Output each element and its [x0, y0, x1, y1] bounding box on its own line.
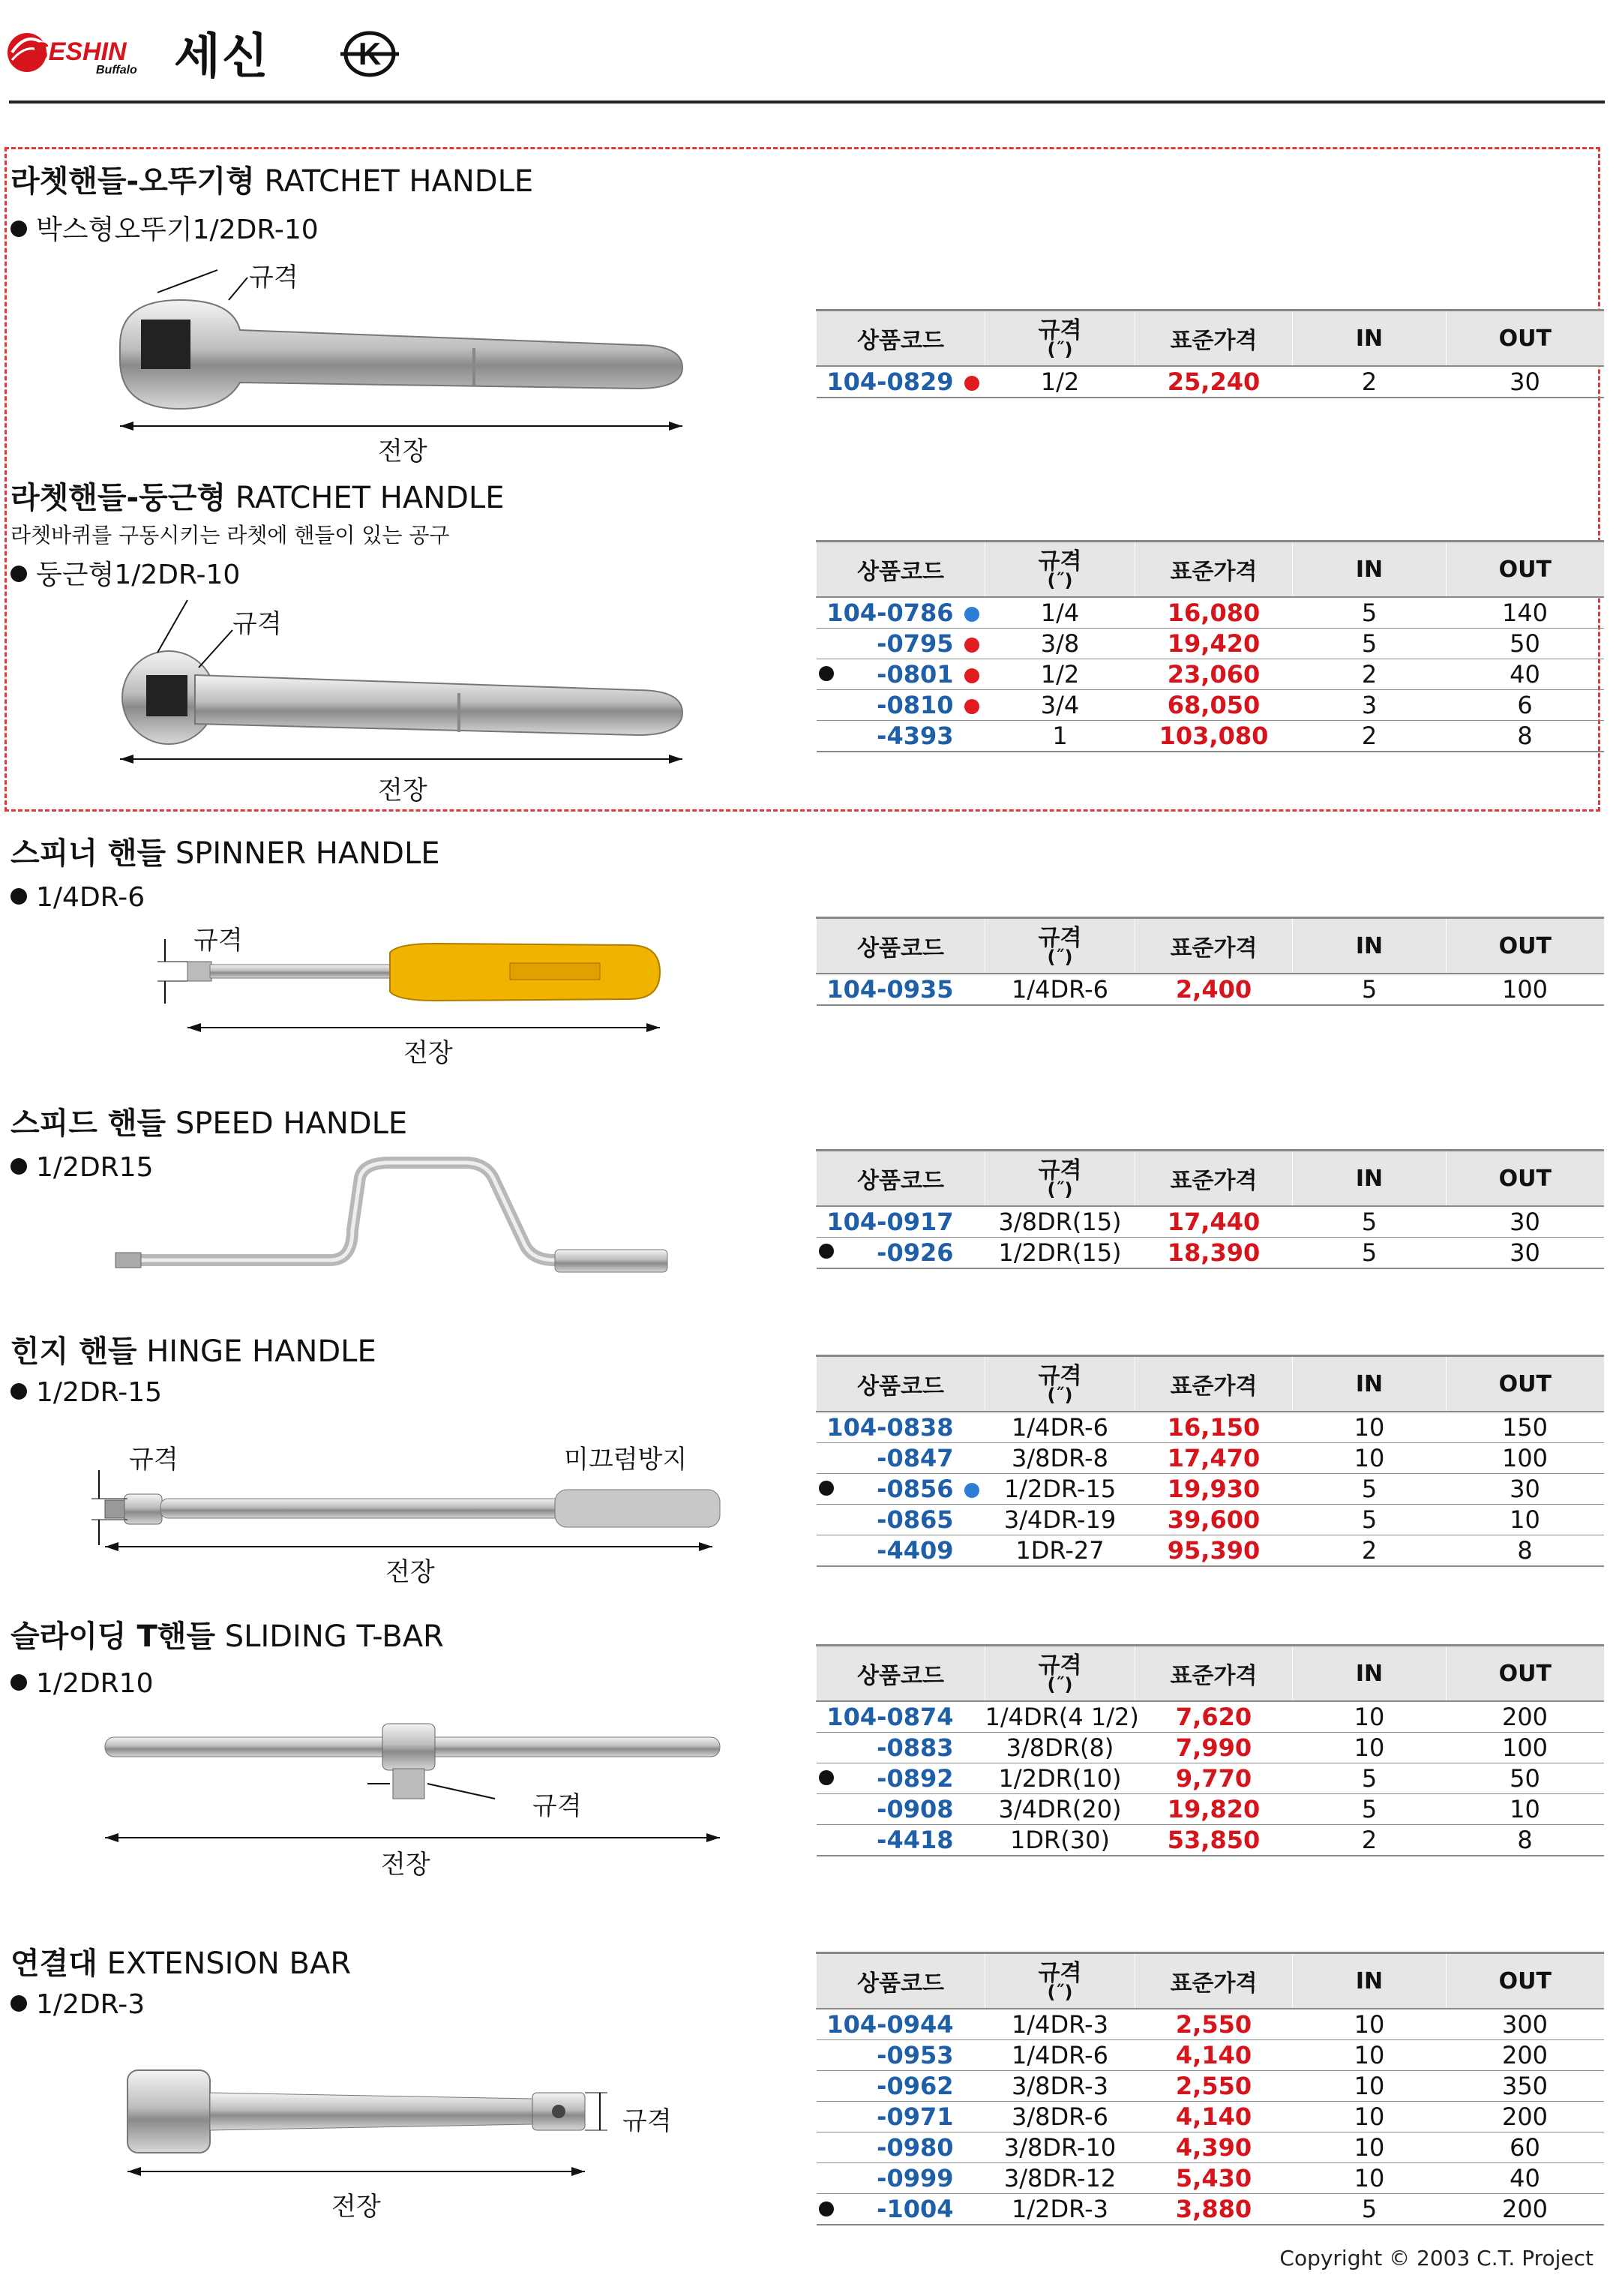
in-qty-cell: 10 [1293, 1412, 1447, 1443]
price-cell: 16,080 [1135, 597, 1293, 629]
recommended-bullet-icon [819, 666, 834, 681]
product-code-cell: -0801 [817, 659, 985, 690]
product-code-cell: -0865 [817, 1505, 985, 1535]
product-code-cell: 104-0786 [817, 597, 985, 629]
product-code-cell: -0883 [817, 1733, 985, 1763]
ratchet-box-illustration [112, 248, 705, 443]
dim-length-label: 전장 [331, 2192, 381, 2222]
table-row [817, 2132, 1604, 2163]
section-subtitle: 1/4DR-6 [10, 882, 145, 913]
section-subtitle: 박스형오뚜기1/2DR-10 [10, 209, 319, 247]
out-qty-cell: 200 [1447, 1701, 1604, 1733]
table-row [817, 1238, 1604, 1269]
in-qty-cell: 5 [1293, 2194, 1447, 2225]
out-qty-cell: 40 [1447, 659, 1604, 690]
out-qty-cell: 60 [1447, 2132, 1604, 2163]
price-cell: 23,060 [1135, 659, 1293, 690]
out-qty-cell: 6 [1447, 690, 1604, 721]
product-code-cell: -0810 [817, 690, 985, 721]
product-code-cell: -0926 [817, 1238, 985, 1269]
in-qty-cell: 10 [1293, 1733, 1447, 1763]
table-row [817, 974, 1604, 1005]
out-qty-cell: 350 [1447, 2071, 1604, 2102]
recommended-bullet-icon [819, 1481, 834, 1496]
in-qty-cell: 10 [1293, 2163, 1447, 2194]
table-row [817, 1701, 1604, 1733]
brand-name-ko: 세신 [174, 29, 270, 85]
table-row [817, 1443, 1604, 1474]
product-code-cell: -0892 [817, 1763, 985, 1794]
recommended-bullet-icon [819, 1770, 834, 1785]
table-row [817, 721, 1604, 752]
table-row [817, 1794, 1604, 1825]
price-cell: 9,770 [1135, 1763, 1293, 1794]
spec-cell: 3/8DR-12 [985, 2163, 1135, 2194]
dim-length-label: 전장 [381, 1850, 430, 1880]
price-cell: 19,820 [1135, 1794, 1293, 1825]
spec-cell: 1/2DR(10) [985, 1763, 1135, 1794]
out-qty-cell: 40 [1447, 2163, 1604, 2194]
extension-bar-illustration [112, 2055, 652, 2198]
price-cell: 19,930 [1135, 1474, 1293, 1505]
price-cell: 25,240 [1135, 366, 1293, 398]
price-cell: 103,080 [1135, 721, 1293, 752]
price-cell: 53,850 [1135, 1825, 1293, 1856]
product-code-cell: -4393 [817, 721, 985, 752]
dim-spec-label: 규격 [622, 2106, 672, 2136]
out-qty-cell: 50 [1447, 1763, 1604, 1794]
price-cell: 4,140 [1135, 2040, 1293, 2071]
price-cell: 2,550 [1135, 2071, 1293, 2102]
spec-table [816, 309, 1604, 398]
product-code-cell: -0847 [817, 1443, 985, 1474]
price-cell: 18,390 [1135, 1238, 1293, 1269]
dim-spec-label: 규격 [193, 926, 243, 956]
out-qty-cell: 300 [1447, 2009, 1604, 2040]
price-cell: 7,620 [1135, 1701, 1293, 1733]
price-cell: 39,600 [1135, 1505, 1293, 1535]
spec-cell: 3/8DR-10 [985, 2132, 1135, 2163]
section-subtitle: 1/2DR-15 [10, 1377, 162, 1408]
table-row [817, 2071, 1604, 2102]
in-qty-cell: 5 [1293, 597, 1447, 629]
col-price: 표준가격 [1135, 918, 1293, 974]
col-in: IN [1293, 311, 1447, 367]
col-spec: 규격 (˝) [985, 1356, 1135, 1412]
spec-cell: 1/4 [985, 597, 1135, 629]
product-code-cell: -0795 [817, 629, 985, 659]
section-title: 스피너 핸들 SPINNER HANDLE [10, 836, 440, 871]
out-qty-cell: 30 [1447, 366, 1604, 398]
spec-cell: 3/4DR(20) [985, 1794, 1135, 1825]
price-cell: 7,990 [1135, 1733, 1293, 1763]
spec-cell: 1DR(30) [985, 1825, 1135, 1856]
in-qty-cell: 2 [1293, 659, 1447, 690]
product-code-cell: -0953 [817, 2040, 985, 2071]
dim-spec-label: 규격 [532, 1791, 582, 1821]
col-code: 상품코드 [817, 1151, 985, 1207]
dim-extra-label: 미끄럼방지 [564, 1445, 688, 1475]
spec-table [816, 1355, 1604, 1567]
price-cell: 4,140 [1135, 2102, 1293, 2132]
out-qty-cell: 100 [1447, 974, 1604, 1005]
spec-cell: 3/8DR(15) [985, 1206, 1135, 1238]
status-dot-icon [964, 699, 979, 714]
in-qty-cell: 5 [1293, 629, 1447, 659]
in-qty-cell: 2 [1293, 1535, 1447, 1567]
table-row [817, 1763, 1604, 1794]
spec-table [816, 1644, 1604, 1856]
col-out: OUT [1447, 1151, 1604, 1207]
spec-cell: 1/2DR-15 [985, 1474, 1135, 1505]
out-qty-cell: 30 [1447, 1474, 1604, 1505]
product-code-cell: -0908 [817, 1794, 985, 1825]
svg-text:SESHIN: SESHIN [31, 38, 127, 66]
product-code-cell: -4409 [817, 1535, 985, 1567]
in-qty-cell: 10 [1293, 2132, 1447, 2163]
col-spec: 규격 (˝) [985, 1953, 1135, 2009]
header-divider [9, 101, 1605, 104]
price-cell: 17,470 [1135, 1443, 1293, 1474]
spec-cell: 3/8DR(8) [985, 1733, 1135, 1763]
table-row [817, 1474, 1604, 1505]
spec-cell: 3/4 [985, 690, 1135, 721]
table-row [817, 2194, 1604, 2225]
section-title: 스피드 핸들 SPEED HANDLE [10, 1106, 408, 1141]
product-code-cell: 104-0917 [817, 1206, 985, 1238]
table-row [817, 690, 1604, 721]
in-qty-cell: 10 [1293, 1443, 1447, 1474]
svg-text:Buffalo: Buffalo [96, 64, 137, 77]
section-note: 라쳇바퀴를 구동시키는 라쳇에 핸들이 있는 공구 [10, 523, 450, 548]
in-qty-cell: 2 [1293, 1825, 1447, 1856]
in-qty-cell: 5 [1293, 1238, 1447, 1269]
in-qty-cell: 5 [1293, 1206, 1447, 1238]
in-qty-cell: 10 [1293, 1701, 1447, 1733]
col-code: 상품코드 [817, 1953, 985, 2009]
section-title: 연결대 EXTENSION BAR [10, 1946, 352, 1981]
col-in: IN [1293, 1646, 1447, 1702]
in-qty-cell: 3 [1293, 690, 1447, 721]
col-spec: 규격 (˝) [985, 542, 1135, 598]
col-spec: 규격 (˝) [985, 1151, 1135, 1207]
in-qty-cell: 10 [1293, 2102, 1447, 2132]
col-out: OUT [1447, 311, 1604, 367]
section-subtitle: 둥근형1/2DR-10 [10, 554, 240, 592]
section-subtitle: 1/2DR10 [10, 1668, 153, 1699]
spec-cell: 1/4DR-6 [985, 974, 1135, 1005]
col-in: IN [1293, 1356, 1447, 1412]
spec-cell: 1/4DR-6 [985, 2040, 1135, 2071]
in-qty-cell: 2 [1293, 366, 1447, 398]
product-code-cell: -0962 [817, 2071, 985, 2102]
out-qty-cell: 8 [1447, 1825, 1604, 1856]
col-out: OUT [1447, 1646, 1604, 1702]
table-row [817, 1206, 1604, 1238]
product-code-cell: 104-0838 [817, 1412, 985, 1443]
dim-length-label: 전장 [403, 1038, 453, 1068]
price-cell: 17,440 [1135, 1206, 1293, 1238]
product-code-cell: -0999 [817, 2163, 985, 2194]
product-code-cell: 104-0935 [817, 974, 985, 1005]
col-price: 표준가격 [1135, 1151, 1293, 1207]
table-row [817, 1412, 1604, 1443]
table-row [817, 1733, 1604, 1763]
spec-cell: 3/8DR-8 [985, 1443, 1135, 1474]
table-row [817, 366, 1604, 398]
dim-spec-label: 규격 [129, 1445, 178, 1475]
product-code-cell: -1004 [817, 2194, 985, 2225]
spec-table [816, 917, 1604, 1006]
out-qty-cell: 100 [1447, 1443, 1604, 1474]
product-code-cell: -0971 [817, 2102, 985, 2132]
price-cell: 5,430 [1135, 2163, 1293, 2194]
section-title: 슬라이딩 T핸들 SLIDING T-BAR [10, 1619, 444, 1654]
out-qty-cell: 150 [1447, 1412, 1604, 1443]
product-code-cell: 104-0874 [817, 1701, 985, 1733]
table-row [817, 1535, 1604, 1567]
spec-cell: 1/4DR-6 [985, 1412, 1135, 1443]
col-out: OUT [1447, 918, 1604, 974]
spec-cell: 1/4DR(4 1/2) [985, 1703, 1139, 1731]
spec-cell: 1/2DR-3 [985, 2194, 1135, 2225]
product-code-cell: 104-0829 [817, 366, 985, 398]
col-price: 표준가격 [1135, 542, 1293, 598]
section-subtitle: 1/2DR15 [10, 1152, 153, 1183]
price-cell: 2,550 [1135, 2009, 1293, 2040]
col-spec: 규격 (˝) [985, 918, 1135, 974]
in-qty-cell: 2 [1293, 721, 1447, 752]
out-qty-cell: 140 [1447, 597, 1604, 629]
col-code: 상품코드 [817, 542, 985, 598]
col-code: 상품코드 [817, 1356, 985, 1412]
spec-table [816, 1952, 1604, 2225]
out-qty-cell: 30 [1447, 1238, 1604, 1269]
col-out: OUT [1447, 542, 1604, 598]
dim-length-label: 전장 [378, 776, 427, 806]
speed-handle-illustration [105, 1148, 675, 1283]
recommended-bullet-icon [819, 2201, 834, 2216]
spec-cell: 1/4DR-3 [985, 2009, 1135, 2040]
seshin-logo [6, 23, 156, 77]
col-price: 표준가격 [1135, 1356, 1293, 1412]
in-qty-cell: 10 [1293, 2009, 1447, 2040]
table-row [817, 597, 1604, 629]
col-code: 상품코드 [817, 311, 985, 367]
spec-cell: 1 [985, 721, 1135, 752]
out-qty-cell: 50 [1447, 629, 1604, 659]
spec-table [816, 1149, 1604, 1269]
out-qty-cell: 8 [1447, 1535, 1604, 1567]
section-title: 힌지 핸들 HINGE HANDLE [10, 1334, 376, 1369]
col-spec: 규격 (˝) [985, 311, 1135, 367]
table-row [817, 1825, 1604, 1856]
table-row [817, 1505, 1604, 1535]
col-in: IN [1293, 1151, 1447, 1207]
status-dot-icon [964, 638, 979, 653]
table-row [817, 2163, 1604, 2194]
col-in: IN [1293, 918, 1447, 974]
status-dot-icon [964, 607, 979, 622]
in-qty-cell: 10 [1293, 2071, 1447, 2102]
k-certification-mark [337, 27, 402, 81]
table-row [817, 2040, 1604, 2071]
in-qty-cell: 5 [1293, 1794, 1447, 1825]
price-cell: 19,420 [1135, 629, 1293, 659]
table-row [817, 2102, 1604, 2132]
out-qty-cell: 10 [1447, 1505, 1604, 1535]
in-qty-cell: 5 [1293, 1763, 1447, 1794]
sliding-tbar-illustration [90, 1710, 735, 1860]
dim-length-label: 전장 [378, 437, 427, 467]
table-row [817, 2009, 1604, 2040]
product-code-cell: -0980 [817, 2132, 985, 2163]
col-in: IN [1293, 542, 1447, 598]
spec-cell: 3/8 [985, 629, 1135, 659]
svg-text:K: K [358, 36, 382, 71]
status-dot-icon [964, 1483, 979, 1498]
out-qty-cell: 30 [1447, 1206, 1604, 1238]
price-cell: 2,400 [1135, 974, 1293, 1005]
spec-cell: 1/2 [985, 366, 1135, 398]
status-dot-icon [964, 668, 979, 683]
section-title: 라쳇핸들-오뚜기형 RATCHET HANDLE [10, 164, 534, 199]
price-cell: 16,150 [1135, 1412, 1293, 1443]
out-qty-cell: 10 [1447, 1794, 1604, 1825]
spec-cell: 3/8DR-3 [985, 2071, 1135, 2102]
section-title: 라쳇핸들-둥근형 RATCHET HANDLE [10, 481, 505, 515]
col-price: 표준가격 [1135, 1953, 1293, 2009]
out-qty-cell: 200 [1447, 2194, 1604, 2225]
col-code: 상품코드 [817, 1646, 985, 1702]
product-code-cell: 104-0944 [817, 2009, 985, 2040]
col-spec: 규격 (˝) [985, 1646, 1135, 1702]
out-qty-cell: 200 [1447, 2040, 1604, 2071]
spec-cell: 1DR-27 [985, 1535, 1135, 1567]
out-qty-cell: 200 [1447, 2102, 1604, 2132]
col-in: IN [1293, 1953, 1447, 2009]
price-cell: 68,050 [1135, 690, 1293, 721]
table-row [817, 629, 1604, 659]
section-subtitle: 1/2DR-3 [10, 1989, 145, 2020]
product-code-cell: -4418 [817, 1825, 985, 1856]
col-code: 상품코드 [817, 918, 985, 974]
price-cell: 4,390 [1135, 2132, 1293, 2163]
col-price: 표준가격 [1135, 311, 1293, 367]
in-qty-cell: 10 [1293, 2040, 1447, 2071]
copyright-notice: Copyright © 2003 C.T. Project [1279, 2246, 1594, 2270]
out-qty-cell: 8 [1447, 721, 1604, 752]
spec-table [816, 540, 1604, 752]
price-cell: 95,390 [1135, 1535, 1293, 1567]
spec-cell: 1/2 [985, 659, 1135, 690]
col-price: 표준가격 [1135, 1646, 1293, 1702]
ratchet-round-illustration [112, 593, 705, 788]
spec-cell: 3/4DR-19 [985, 1505, 1135, 1535]
dim-length-label: 전장 [385, 1557, 435, 1587]
in-qty-cell: 5 [1293, 1505, 1447, 1535]
out-qty-cell: 100 [1447, 1733, 1604, 1763]
dim-spec-label: 규격 [249, 263, 298, 293]
dim-spec-label: 규격 [232, 609, 282, 639]
in-qty-cell: 5 [1293, 1474, 1447, 1505]
col-out: OUT [1447, 1953, 1604, 2009]
status-dot-icon [964, 376, 979, 391]
product-code-cell: -0856 [817, 1474, 985, 1505]
price-cell: 3,880 [1135, 2194, 1293, 2225]
col-out: OUT [1447, 1356, 1604, 1412]
in-qty-cell: 5 [1293, 974, 1447, 1005]
table-row [817, 659, 1604, 690]
spec-cell: 1/2DR(15) [985, 1238, 1135, 1269]
spec-cell: 3/8DR-6 [985, 2102, 1135, 2132]
